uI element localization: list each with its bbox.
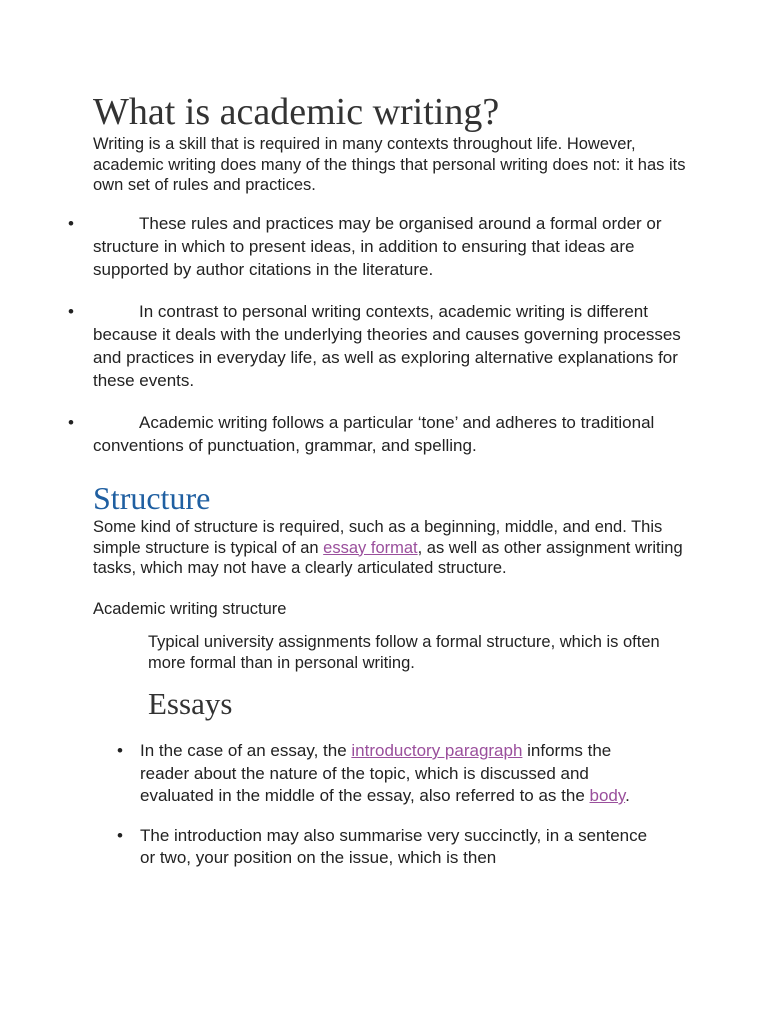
list-item-text: Academic writing follows a particular ‘tone’ and adheres to traditional conventions of punctuation, grammar, and spelling. (93, 413, 655, 455)
structure-caption: Academic writing structure (93, 600, 287, 618)
list-item (68, 212, 693, 281)
bullet-marker: • (68, 413, 74, 432)
essay-item-text: The introduction may also summarise very succinctly, in a sentence or two, your position on the issue, which is then (140, 825, 648, 867)
structure-text-after: , as well as other assignment writing tasks, which may not have a clearly articulated structure. (93, 538, 683, 577)
bullet-marker: • (68, 214, 74, 233)
list-item (68, 300, 693, 392)
list-item-text: In contrast to personal writing contexts, academic writing is different because it deals with the underlying theories and causes governing processes and practices in everyday life, as well as exploring alternative explanations for these events. (93, 302, 681, 390)
list-item-text: These rules and practices may be organised around a formal order or structure in which to present ideas, in addition to ensuring that ideas are supported by author citations in the literature. (93, 214, 662, 279)
essay-item-before: In the case of an essay, the (140, 741, 352, 760)
main-bullet-list (68, 212, 693, 476)
list-item (68, 411, 693, 457)
bullet-marker: • (68, 302, 74, 321)
structure-text-before: Some kind of structure is required, such as a beginning, middle, and end. This simple structure is typical of an (93, 518, 663, 557)
bullet-marker: • (117, 825, 123, 845)
essay-item-after: . (625, 786, 630, 805)
essay-format-link[interactable]: essay format (323, 538, 418, 557)
structure-paragraph (93, 517, 693, 579)
essay-item-middle: informs the reader about the nature of the topic, which is discussed and evaluated in the middle of the essay, also referred to as the (140, 741, 612, 805)
intro-paragraph: Writing is a skill that is required in many contexts throughout life. However, academic writing does many of the things that personal writing does not: it has its own set of rules and practices. (93, 135, 686, 194)
essays-bullet-list (117, 740, 660, 887)
list-item (117, 825, 660, 870)
structure-heading: Structure (93, 480, 211, 516)
essays-heading: Essays (148, 686, 233, 721)
page-title: What is academic writing? (93, 91, 500, 133)
list-item (117, 740, 660, 808)
assignment-paragraph: Typical university assignments follow a formal structure, which is often more formal than in personal writing. (148, 633, 660, 672)
bullet-marker: • (117, 741, 123, 760)
body-link[interactable]: body (589, 786, 626, 805)
introductory-paragraph-link[interactable]: introductory paragraph (351, 741, 523, 760)
